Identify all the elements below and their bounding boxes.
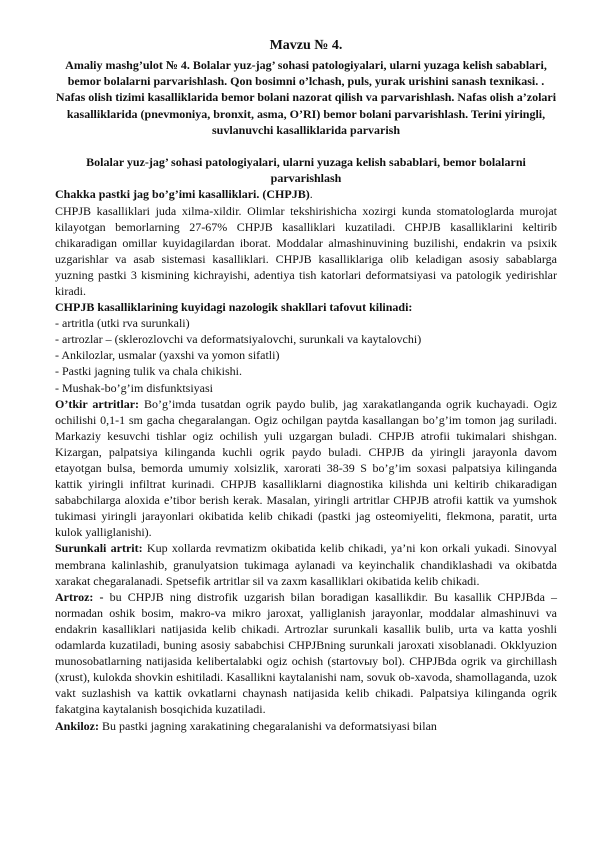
forms-heading: CHPJB kasalliklarining kuyidagi nazologik shakllari tafovut kilinadi: [55,300,413,315]
chronic-arthritis-paragraph [55,540,557,588]
ankylosis-paragraph [55,718,557,734]
ankylosis-label: Ankiloz: [55,718,100,733]
chronic-arthritis-label: Surunkali artrit: [55,541,143,556]
acute-arthritis-label: O’tkir artritlar: [55,396,140,411]
chpjb-intro-paragraph: CHPJB kasalliklari juda xilma-xildir. Olimlar tekshirishicha xozirgi kunda stomatologlarda murojat kilayotgan bemorlarning 27-67% CHPJB kasalliklari kuzatiladi. CHPJB kasalliklarini keltirib chikaradigan omillar kuyidagilardan iborat. Moddalar almashinuvining buzilishi, endakrin va psixik uzgarishlar va asab sistemasi kasalliklari. CHPJB kasalliklariga olib keladigan asosiy sabablarga yuzning pastki 3 kismining kichrayishi, adentiya tish katorlari deformatsiyasi va patologik yedirishlar kiradi. [55,203,557,298]
list-item: - Ankilozlar, usmalar (yaxshi va yomon sifatli) [55,348,280,363]
lesson-subtitle: Amaliy mashg’ulot № 4. Bolalar yuz-jag’ sohasi patologiyalari, ularni yuzaga kelish sabablari, bemor bolalarni parvarishlash. Qon bosimni o’lchash, puls, yurak urishini sanash texnikasi. . Nafas olish tizimi kasalliklarida bemor bolani nazorat qilish va parvarishlash. Nafas olish a’zolari kasalliklarida (pnevmoniya, bronxit, asma, O’RI) bemor bolani parvarishlash. Terini yiringli, suvlanuvchi kasalliklarida parvarish [55,58,557,137]
section-title: Bolalar yuz-jag’ sohasi patologiyalari, ularni yuzaga kelish sabablari, bemor bolalarni parvarishlash [86,155,526,186]
arthrosis-paragraph [55,589,557,718]
spacer [55,138,557,154]
chpjb-heading-dot: . [309,187,313,202]
chpjb-heading: Chakka pastki jag bo’g’imi kasalliklari. (CHPJB) [55,187,310,202]
list-item: - artritla (utki rva surunkali) [55,316,190,331]
list-item: - Pastki jagning tulik va chala chikishi. [55,364,242,379]
arthrosis-label: Artroz: - [55,589,104,604]
arthrosis-text: bu CHPJB ning distrofik uzgarish bilan boradigan kasallikdir. Bu kasallik CHPJBda – normadan oshik bosim, makro-va mikro jaroxat, yalliglanish jarayonlar, moddalar almashinuvi va endakrin kasalliklari natijasida kelib chikadi. Artrozlar surunkali kasallik bulib, urta va katta yoshli odamlarda kuzatiladi, buning asosiy sababchisi CHPJBning surunkali jaroxati xisoblanadi. Okklyuzion munosobatlarning natijasida kelibertalabki ogiz ochish (startovыy bol). CHPJBda ogrik va girchillash (xrust), kulokda shovkin eshitiladi. Kasallikni kaytalanishi nam, sovuk ob-xavoda, shamollaganda, uzok vakt suzlashish va kattik ovkatlarni chaynash natijasida kelib chikadi. Palpatsiya kilinganda ogrik fakatgina kaytalanish bosqichida kuzatiladi. [55,589,557,717]
acute-arthritis-paragraph [55,396,557,541]
ankylosis-text: Bu pastki jagning xarakatining chegaralanishi va deformatsiyasi bilan [99,718,437,733]
list-item: - artrozlar – (sklerozlovchi va deformatsiyalovchi, surunkali va kaytalovchi) [55,332,422,347]
acute-arthritis-text: Bo’g’imda tusatdan ogrik paydo bulib, jag xarakatlanganda ogrik kuchayadi. Ogiz ochilishi 0,1-1 sm gacha chegaralangan. Ogiz ochilgan paytda kasallangan bo’g’im tomon jag suriladi. Markaziy kesuvchi tishlar ogiz ochilish yuli uzgargan buladi. CHPJB atrofii tukimalari shishgan. Kizargan, palpatsiya kilinganda kuchli ogrik paydo buladi. CHPJB da yiringli jarayonla davom etayotgan bulsa, bemorda umumiy xolsizlik, xarorati 38-39 S bo’g’im soxasi palpatsiya kilinganda kattik yiringli infiltrat kurinadi. CHPJB kasalliklarni diagnostika kilishda uni keltirib chikaradigan sababchilarga aloxida e’tibor berish kerak. Masalan, yiringli artritlar CHPJB atrofii kattik va yumshok tukimasi yiringli jarayonlari okibatida kelib chikadi (pastki jag osteomiyeliti, flekmona, paratit, urta kulok yalliglanishi). [55,396,558,540]
forms-list [55,315,557,395]
page-title: Mavzu № 4. [269,38,343,53]
list-item: - Mushak-bo’g’im disfunktsiyasi [55,380,213,395]
document-page [55,37,557,734]
chronic-arthritis-text: Kup xollarda revmatizm okibatida kelib chikadi, ya’ni kon orkali yukadi. Sinovyal membrana kalinlashib, granulyatsion tukimaga aylanadi va keyinchalik chandiklashadi va okibatda xarakat chegaralanadi. Spetsefik artritlar sil va zaxm kasalliklari okibatida kelib chikadi. [55,541,557,588]
chpjb-heading-line [55,186,557,202]
